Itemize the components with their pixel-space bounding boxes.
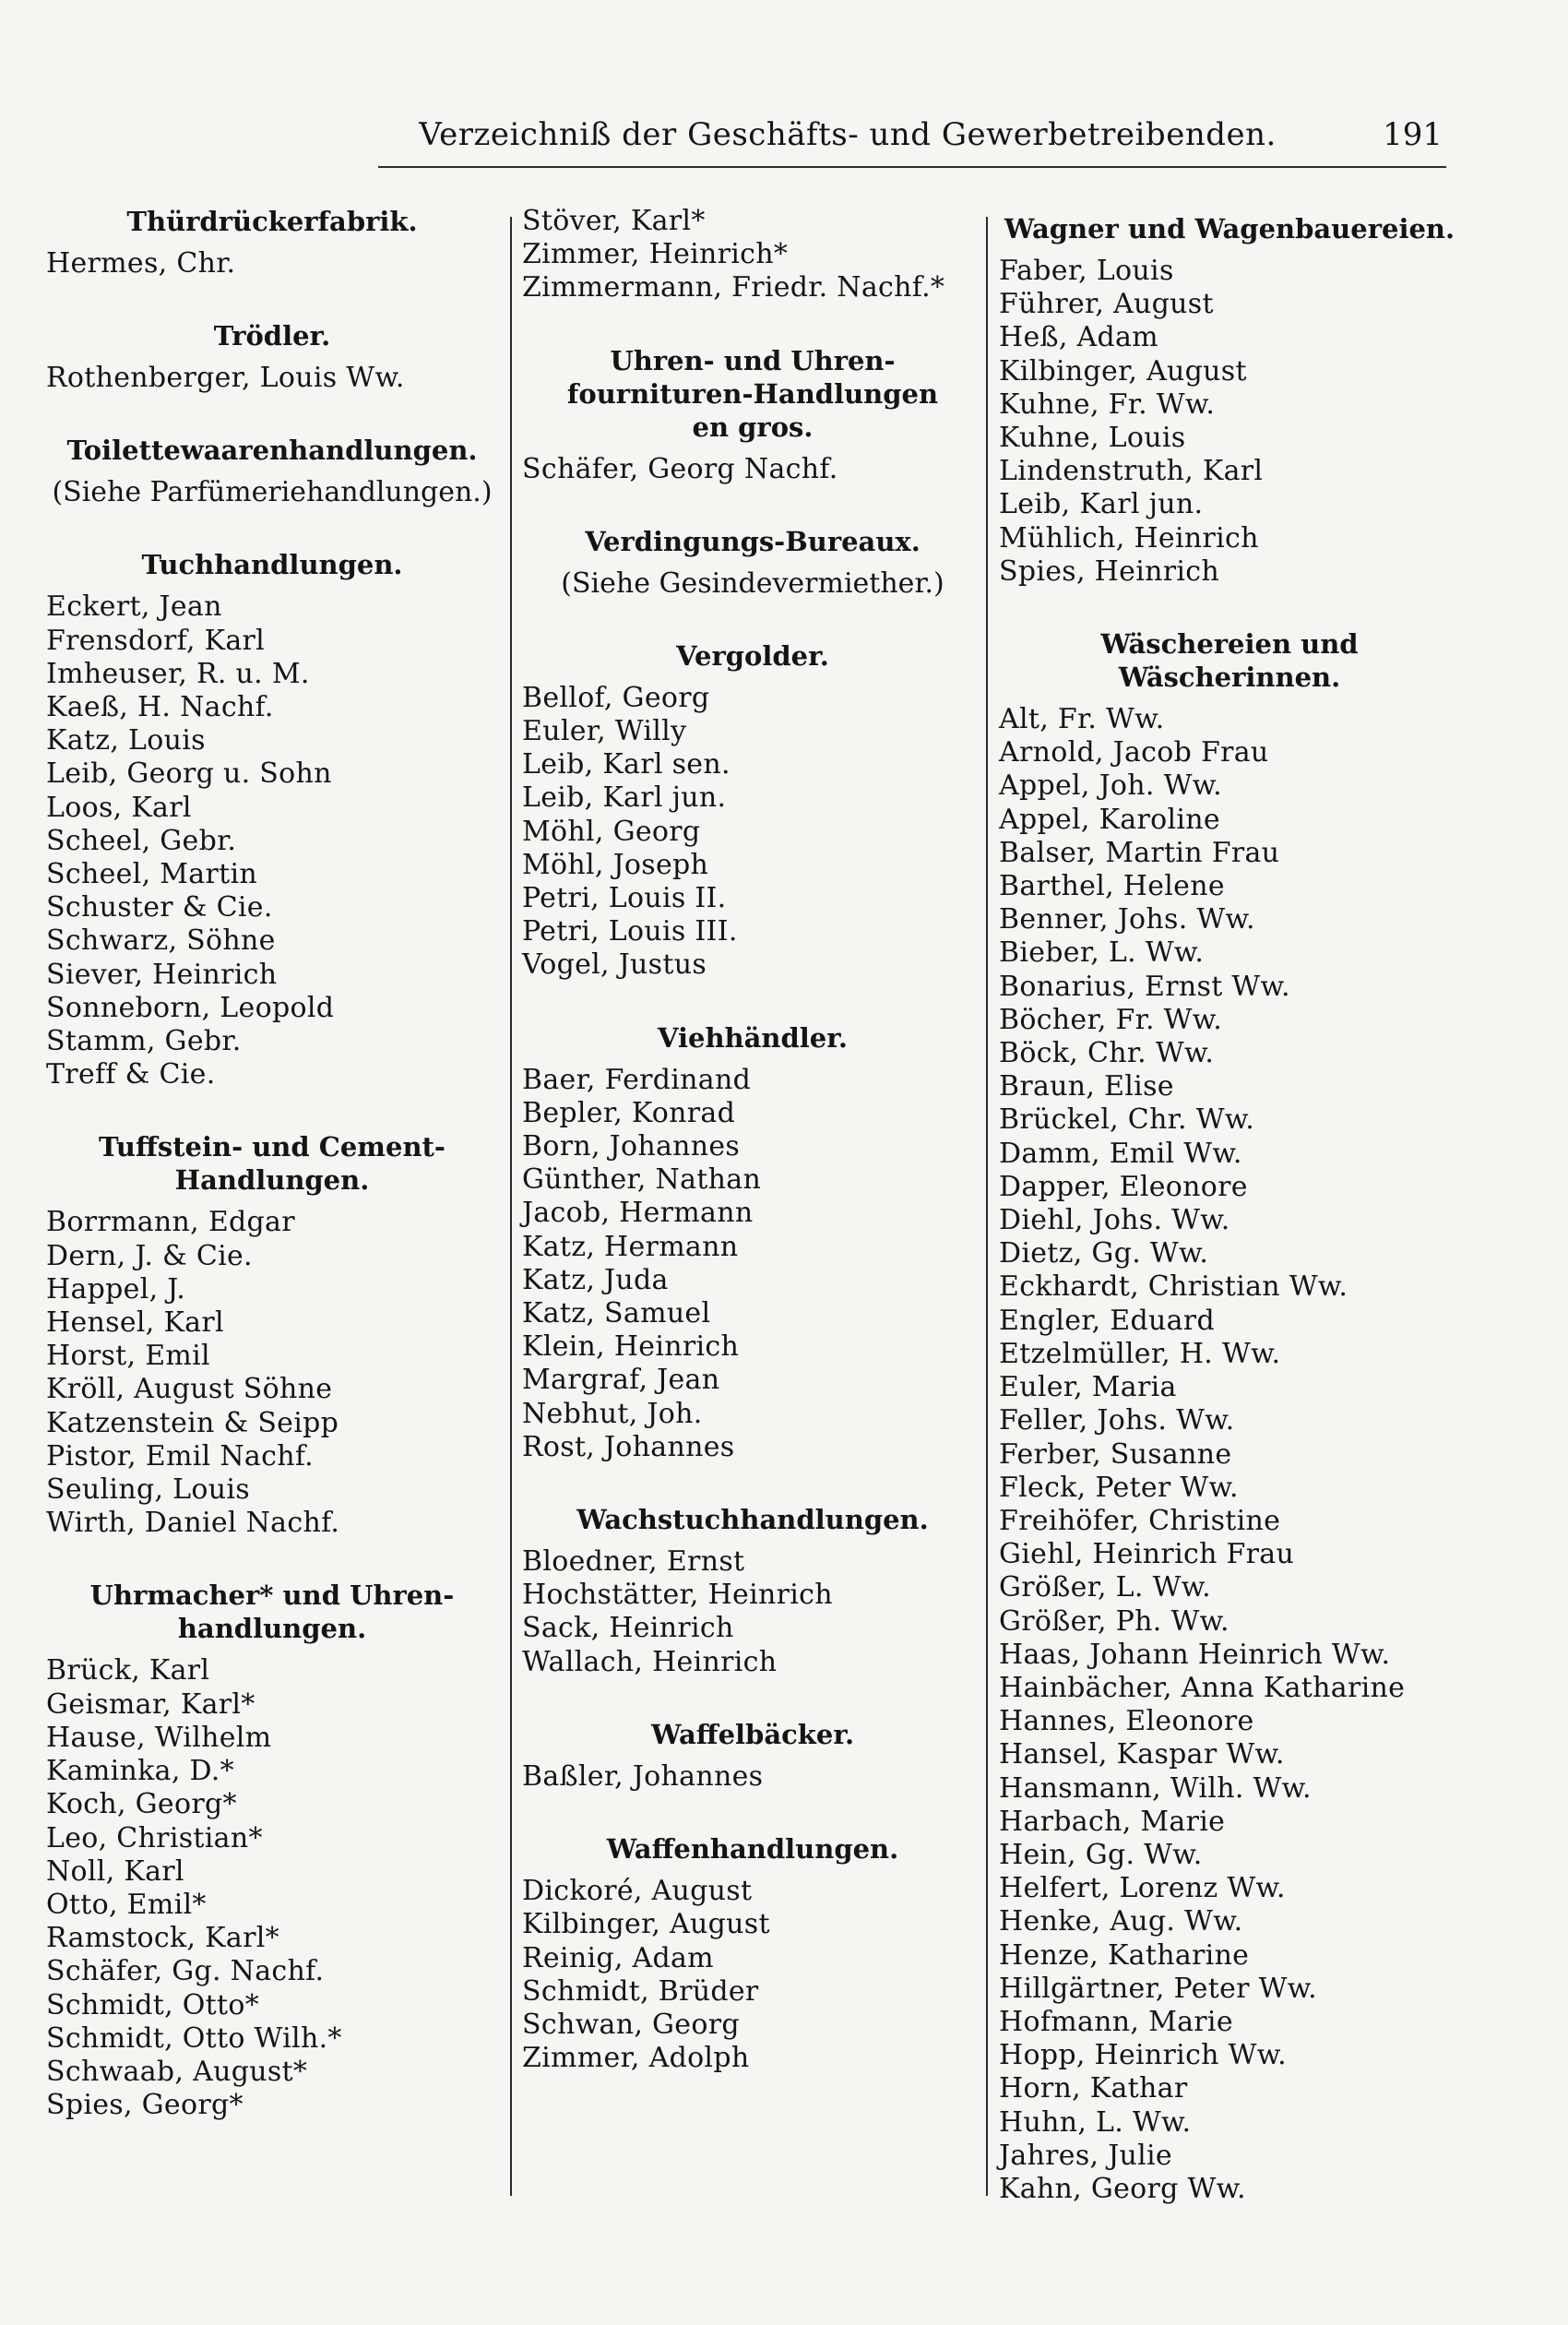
entry-list [46,362,498,395]
directory-entry: Kaeß, H. Nachf. [46,691,274,724]
directory-entry: Dapper, Eleonore [999,1170,1248,1203]
column-3 [999,205,1460,2245]
directory-entry: Appel, Joh. Ww. [999,769,1222,803]
directory-entry: Sack, Heinrich [522,1612,734,1645]
directory-entry: Kilbinger, August [522,1908,770,1941]
directory-entry: Huhn, L. Ww. [999,2105,1192,2139]
directory-entry: Bieber, L. Ww. [999,936,1205,970]
directory-entry: Balser, Martin Frau [999,836,1280,869]
directory-entry: Schwan, Georg [522,2008,740,2041]
directory-entry: Scheel, Gebr. [46,824,237,857]
directory-entry: Appel, Karoline [999,803,1220,836]
directory-entry: Jahres, Julie [999,2139,1172,2172]
directory-entry: Schwaab, August* [46,2055,308,2088]
directory-entry: Kaminka, D.* [46,1755,234,1788]
directory-entry: Dickoré, August [522,1875,753,1908]
directory-entry: Größer, Ph. Ww. [999,1604,1229,1638]
directory-section [999,627,1460,2206]
directory-entry: Leib, Karl sen. [522,748,731,781]
directory-entry: Hofmann, Marie [999,2005,1233,2038]
directory-entry: Happel, J. [46,1272,186,1306]
directory-entry: Helfert, Lorenz Ww. [999,1872,1286,1905]
column-divider [510,217,512,2196]
directory-entry: Jacob, Hermann [522,1197,754,1230]
column-divider [986,217,988,2196]
directory-entry: Möhl, Joseph [522,848,709,881]
directory-entry: Hillgärtner, Peter Ww. [999,1972,1317,2005]
directory-entry: Horst, Emil [46,1340,210,1373]
directory-entry: Baßler, Johannes [522,1759,764,1793]
page-number: 191 [1383,116,1443,153]
directory-section [46,548,498,1091]
directory-entry: Schmidt, Otto* [46,1988,260,2021]
directory-entry: Stamm, Gebr. [46,1025,242,1058]
cross-reference-note: (Siehe Parfümeriehandlungen.) [52,476,493,509]
directory-entry: Brück, Karl [46,1654,210,1687]
directory-entry: Hopp, Heinrich Ww. [999,2039,1288,2072]
directory-entry: Spies, Heinrich [999,554,1219,588]
directory-entry: Scheel, Martin [46,858,257,891]
directory-entry: Kilbinger, August [999,354,1247,388]
directory-entry: Petri, Louis II. [522,882,727,915]
directory-entry: Hainbächer, Anna Katharine [999,1671,1406,1704]
directory-entry: Hannes, Eleonore [999,1705,1254,1738]
directory-entry: Seuling, Louis [46,1473,250,1507]
directory-entry: Otto, Emil* [46,1888,207,1921]
directory-section [522,344,983,486]
directory-entry: Bloedner, Ernst [522,1545,745,1579]
directory-entry: Sonneborn, Leopold [46,991,335,1024]
directory-entry: Engler, Eduard [999,1304,1215,1337]
directory-entry: Heß, Adam [999,321,1158,354]
directory-entry: Dietz, Gg. Ww. [999,1237,1209,1270]
directory-entry: Pistor, Emil Nachf. [46,1439,315,1472]
directory-entry: Arnold, Jacob Frau [999,736,1269,769]
directory-entry: Born, Johannes [522,1130,741,1163]
directory-entry: Siever, Heinrich [46,958,278,991]
directory-section [522,1832,983,2075]
directory-entry: Bonarius, Ernst Ww. [999,970,1290,1003]
directory-section [46,1579,498,2122]
directory-entry: Henke, Aug. Ww. [999,1905,1243,1938]
directory-entry: Leib, Karl jun. [999,488,1204,521]
section-heading: Viehhändler. [658,1021,848,1054]
directory-entry: Katz, Louis [46,724,206,757]
directory-entry: Spies, Georg* [46,2089,244,2122]
entry-list [522,1545,983,1679]
directory-entry: Barthel, Helene [999,870,1225,903]
section-heading: Vergolder. [676,639,829,672]
directory-entry: Geismar, Karl* [46,1687,255,1721]
entry-list [522,682,983,983]
column-2 [522,205,983,2114]
entry-list [46,590,498,1091]
directory-entry: Alt, Fr. Ww. [999,703,1165,736]
entry-list [522,453,983,486]
directory-entry: Kahn, Georg Ww. [999,2172,1246,2205]
directory-section [46,205,498,280]
directory-entry: Euler, Willy [522,715,687,748]
directory-entry: Führer, August [999,288,1214,321]
directory-entry: Eckert, Jean [46,590,222,624]
column-1 [46,205,498,2161]
entry-list [522,1760,983,1794]
directory-entry: Zimmer, Heinrich* [522,238,789,271]
entry-list [999,703,1460,2206]
directory-entry: Leib, Karl jun. [522,781,727,815]
directory-entry: Horn, Kathar [999,2072,1188,2105]
directory-entry: Leib, Georg u. Sohn [46,757,332,791]
directory-entry: Katz, Samuel [522,1297,711,1330]
directory-entry: Hein, Gg. Ww. [999,1838,1203,1871]
directory-entry: Hochstätter, Heinrich [522,1579,833,1612]
section-heading: Verdingungs-Bureaux. [585,525,921,557]
section-heading: Wäschereien und Wäscherinnen. [1100,628,1359,694]
directory-entry: Noll, Karl [46,1854,184,1888]
directory-entry: Nebhut, Joh. [522,1397,703,1430]
directory-section [522,205,983,305]
directory-entry: Lindenstruth, Karl [999,455,1264,488]
directory-entry: Giehl, Heinrich Frau [999,1538,1295,1571]
directory-entry: Henze, Katharine [999,1938,1250,1972]
directory-section [522,525,983,601]
directory-entry: Böck, Chr. Ww. [999,1037,1215,1070]
directory-entry: Treff & Cie. [46,1058,216,1091]
directory-entry: Ferber, Susanne [999,1437,1232,1471]
directory-entry: Braun, Elise [999,1070,1174,1103]
entry-list [46,1206,498,1540]
directory-entry: Hansel, Kaspar Ww. [999,1738,1285,1771]
directory-entry: Bellof, Georg [522,681,710,714]
directory-section [522,1021,983,1464]
entry-list [999,255,1460,589]
section-heading: Toilettewaarenhandlungen. [66,435,478,467]
directory-entry: Harbach, Marie [999,1805,1226,1838]
directory-entry: Zimmermann, Friedr. Nachf.* [522,271,945,304]
section-heading: Waffelbäcker. [650,1718,855,1750]
directory-entry: Schäfer, Gg. Nachf. [46,1955,325,1988]
directory-section [522,1718,983,1794]
directory-entry: Leo, Christian* [46,1821,263,1854]
directory-section [522,639,983,983]
section-heading: Wachstuchhandlungen. [576,1504,929,1536]
directory-entry: Möhl, Georg [522,815,701,848]
directory-section [46,319,498,395]
directory-entry: Frensdorf, Karl [46,624,266,657]
directory-entry: Loos, Karl [46,791,192,824]
directory-entry: Margraf, Jean [522,1364,720,1397]
directory-entry: Wallach, Heinrich [522,1645,778,1678]
directory-section [46,434,498,509]
running-title: Verzeichniß der Geschäfts- und Gewerbetreibenden. [419,116,1277,153]
directory-entry: Rothenberger, Louis Ww. [46,362,405,395]
entry-list [522,1064,983,1464]
section-heading: Tuffstein- und Cement- Handlungen. [99,1131,445,1197]
directory-entry: Katzenstein & Seipp [46,1406,339,1439]
directory-entry: Imheuser, R. u. M. [46,657,310,690]
directory-entry: Petri, Louis III. [522,915,738,948]
directory-section [46,1130,498,1540]
directory-entry: Größer, L. Ww. [999,1571,1211,1604]
section-heading: Waffenhandlungen. [606,1833,899,1866]
directory-entry: Diehl, Johs. Ww. [999,1204,1230,1237]
directory-entry: Stöver, Karl* [522,205,706,237]
directory-entry: Reinig, Adam [522,1941,714,1974]
directory-entry: Dern, J. & Cie. [46,1239,253,1272]
directory-entry: Kuhne, Fr. Ww. [999,388,1216,421]
directory-entry: Schmidt, Brüder [522,1974,759,2008]
directory-entry: Schmidt, Otto Wilh.* [46,2021,342,2055]
directory-entry: Katz, Hermann [522,1230,739,1263]
section-heading: Uhrmacher* und Uhren- handlungen. [89,1580,455,1645]
entry-list [46,247,498,280]
directory-entry: Schwarz, Söhne [46,924,276,958]
directory-entry: Wirth, Daniel Nachf. [46,1507,340,1540]
directory-entry: Hause, Wilhelm [46,1721,272,1754]
directory-entry: Hensel, Karl [46,1306,224,1340]
directory-entry: Vogel, Justus [522,948,707,982]
directory-entry: Günther, Nathan [522,1163,762,1197]
directory-entry: Schäfer, Georg Nachf. [522,452,838,485]
directory-section [999,212,1460,589]
directory-entry: Ramstock, Karl* [46,1922,279,1955]
section-heading: Tuchhandlungen. [141,549,403,581]
directory-entry: Zimmer, Adolph [522,2042,750,2075]
directory-entry: Koch, Georg* [46,1788,237,1821]
directory-entry: Feller, Johs. Ww. [999,1404,1235,1437]
directory-entry: Etzelmüller, H. Ww. [999,1337,1281,1370]
page-header [378,109,1446,168]
section-heading: Trödler. [213,320,331,352]
section-heading: Wagner und Wagenbauereien. [1004,213,1455,244]
entry-list [522,1875,983,2075]
directory-entry: Borrmann, Edgar [46,1206,295,1239]
directory-entry: Böcher, Fr. Ww. [999,1003,1223,1036]
section-heading: Uhren- und Uhren- fournituren-Handlungen en gros. [566,344,939,443]
section-heading: Thürdrückerfabrik. [126,206,418,237]
directory-entry: Hermes, Chr. [46,247,236,280]
directory-entry: Faber, Louis [999,255,1174,287]
directory-entry: Bepler, Konrad [522,1096,736,1129]
directory-entry: Fleck, Peter Ww. [999,1471,1239,1504]
directory-entry: Benner, Johs. Ww. [999,903,1255,936]
directory-entry: Klein, Heinrich [522,1330,740,1364]
entry-list [522,205,983,305]
directory-entry: Schuster & Cie. [46,891,273,924]
directory-entry: Haas, Johann Heinrich Ww. [999,1638,1391,1671]
directory-section [522,1503,983,1679]
directory-entry: Rost, Johannes [522,1430,735,1463]
directory-entry: Kuhne, Louis [999,422,1186,455]
directory-entry: Brückel, Chr. Ww. [999,1103,1255,1137]
directory-entry: Kröll, August Söhne [46,1373,333,1406]
cross-reference-note: (Siehe Gesindevermiether.) [561,566,944,600]
directory-entry: Katz, Juda [522,1263,669,1296]
entry-list [46,1654,498,2122]
directory-entry: Mühlich, Heinrich [999,521,1259,554]
directory-entry: Baer, Ferdinand [522,1063,752,1096]
directory-entry: Eckhardt, Christian Ww. [999,1270,1348,1304]
directory-entry: Hansmann, Wilh. Ww. [999,1771,1312,1805]
directory-entry: Damm, Emil Ww. [999,1137,1242,1170]
directory-entry: Euler, Maria [999,1371,1177,1404]
directory-entry: Freihöfer, Christine [999,1504,1281,1537]
